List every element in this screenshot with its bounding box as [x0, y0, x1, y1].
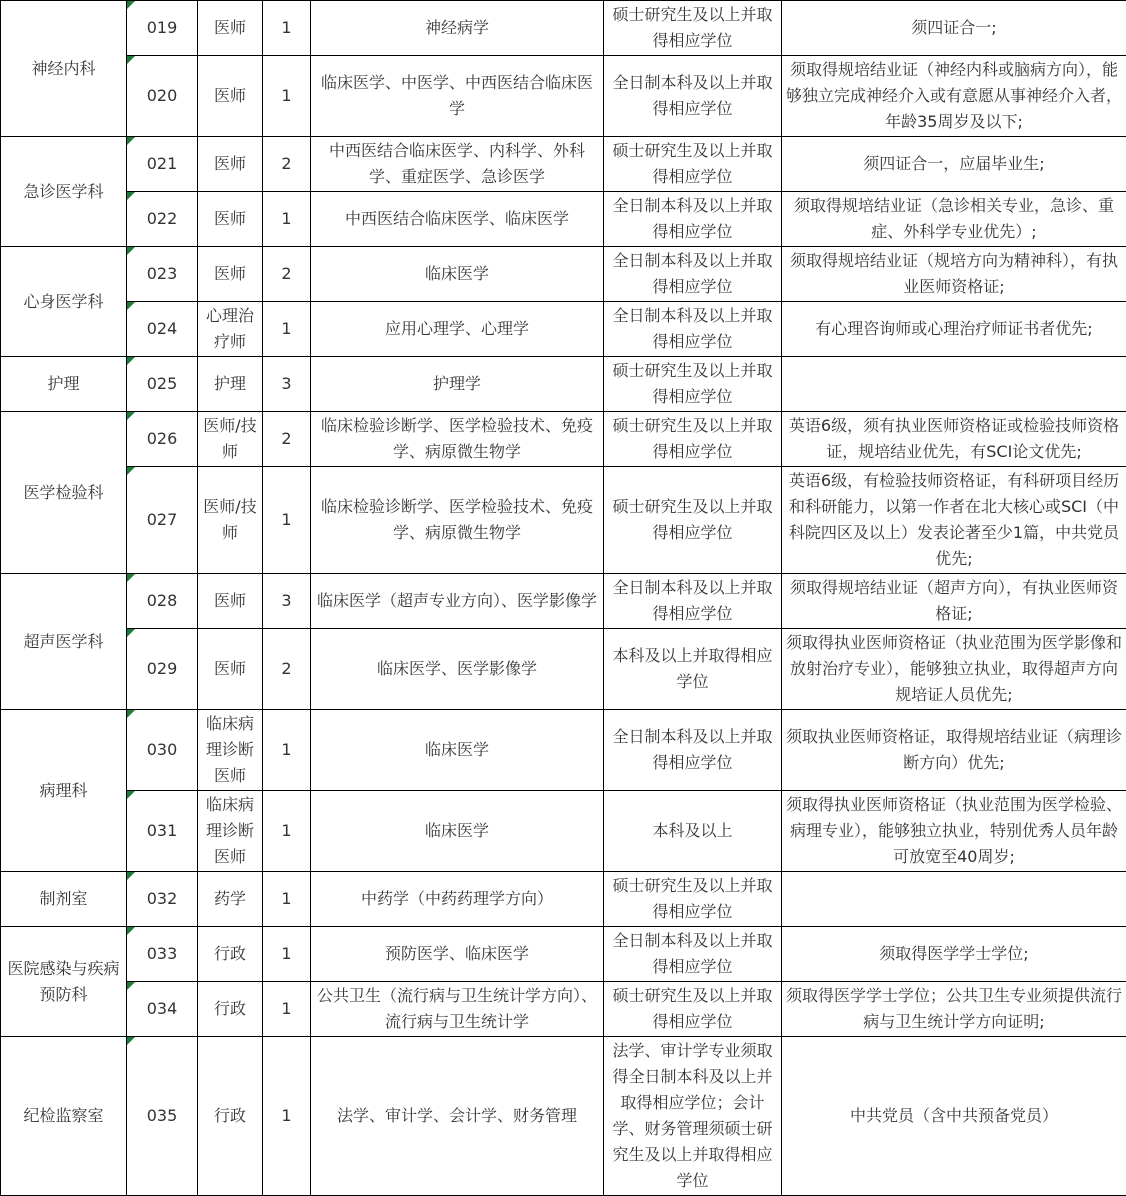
excel-error-triangle-icon — [127, 982, 135, 990]
cell-headcount: 1 — [263, 192, 311, 247]
cell-headcount: 1 — [263, 927, 311, 982]
cell-position-title: 护理 — [198, 357, 263, 412]
excel-error-triangle-icon — [127, 357, 135, 365]
table-row — [1, 302, 1126, 357]
table-row — [1, 872, 1126, 927]
cell-other-requirements: 须取得执业医师资格证（执业范围为医学检验、病理专业），能够独立执业，特别优秀人员年龄可放宽至40周岁; — [782, 791, 1126, 872]
cell-education-requirement: 法学、审计学专业须取得全日制本科及以上并取得相应学位；会计学、财务管理须硕士研究生及以上并取得相应学位 — [604, 1037, 782, 1196]
cell-education-requirement: 全日制本科及以上并取得相应学位 — [604, 710, 782, 791]
excel-error-triangle-icon — [127, 247, 135, 255]
cell-headcount: 1 — [263, 467, 311, 574]
position-code-text: 023 — [147, 264, 178, 283]
cell-position-code — [127, 247, 198, 302]
cell-headcount: 2 — [263, 137, 311, 192]
cell-other-requirements: 须取得执业医师资格证（执业范围为医学影像和放射治疗专业），能够独立执业，取得超声方向规培证人员优先; — [782, 629, 1126, 710]
cell-position-code — [127, 574, 198, 629]
table-row — [1, 137, 1126, 192]
cell-other-requirements: 须四证合一; — [782, 1, 1126, 56]
position-code-text: 029 — [147, 659, 178, 678]
cell-education-requirement: 硕士研究生及以上并取得相应学位 — [604, 467, 782, 574]
table-row — [1, 357, 1126, 412]
excel-error-triangle-icon — [127, 710, 135, 718]
excel-error-triangle-icon — [127, 1037, 135, 1045]
cell-position-title: 医师/技师 — [198, 412, 263, 467]
cell-headcount: 2 — [263, 247, 311, 302]
cell-education-requirement: 硕士研究生及以上并取得相应学位 — [604, 412, 782, 467]
table-row — [1, 791, 1126, 872]
cell-major: 中药学（中药药理学方向） — [311, 872, 604, 927]
position-code-text: 033 — [147, 944, 178, 963]
position-code-text: 020 — [147, 86, 178, 105]
position-code-text: 026 — [147, 429, 178, 448]
position-code-text: 031 — [147, 821, 178, 840]
cell-major: 法学、审计学、会计学、财务管理 — [311, 1037, 604, 1196]
cell-headcount: 3 — [263, 574, 311, 629]
cell-major: 临床医学（超声专业方向）、医学影像学 — [311, 574, 604, 629]
cell-position-title: 医师 — [198, 247, 263, 302]
position-code-text: 022 — [147, 209, 178, 228]
cell-other-requirements: 须取得医学学士学位; — [782, 927, 1126, 982]
cell-other-requirements: 须取执业医师资格证，取得规培结业证（病理诊断方向）优先; — [782, 710, 1126, 791]
cell-position-title: 医师 — [198, 629, 263, 710]
cell-other-requirements: 英语6级，有检验技师资格证，有科研项目经历和科研能力，以第一作者在北大核心或SCI（中科院四区及以上）发表论著至少1篇，中共党员优先; — [782, 467, 1126, 574]
excel-error-triangle-icon — [127, 629, 135, 637]
cell-major: 临床检验诊断学、医学检验技术、免疫学、病原微生物学 — [311, 467, 604, 574]
cell-education-requirement: 硕士研究生及以上并取得相应学位 — [604, 982, 782, 1037]
position-code-text: 035 — [147, 1106, 178, 1125]
position-code-text: 021 — [147, 154, 178, 173]
cell-position-title: 临床病理诊断医师 — [198, 710, 263, 791]
cell-position-title: 医师 — [198, 574, 263, 629]
cell-major: 临床医学 — [311, 710, 604, 791]
cell-education-requirement: 硕士研究生及以上并取得相应学位 — [604, 137, 782, 192]
excel-error-triangle-icon — [127, 192, 135, 200]
excel-error-triangle-icon — [127, 927, 135, 935]
cell-other-requirements — [782, 872, 1126, 927]
cell-position-title: 心理治疗师 — [198, 302, 263, 357]
cell-position-code — [127, 927, 198, 982]
cell-department: 纪检监察室 — [1, 1037, 127, 1196]
table-row — [1, 629, 1126, 710]
excel-error-triangle-icon — [127, 872, 135, 880]
cell-headcount: 1 — [263, 56, 311, 137]
cell-other-requirements: 英语6级，须有执业医师资格证或检验技师资格证，规培结业优先，有SCI论文优先; — [782, 412, 1126, 467]
excel-error-triangle-icon — [127, 467, 135, 475]
cell-other-requirements: 有心理咨询师或心理治疗师证书者优先; — [782, 302, 1126, 357]
cell-major: 临床医学、中医学、中西医结合临床医学 — [311, 56, 604, 137]
cell-headcount: 1 — [263, 1037, 311, 1196]
cell-position-code — [127, 982, 198, 1037]
cell-major: 临床医学、医学影像学 — [311, 629, 604, 710]
cell-position-code — [127, 872, 198, 927]
cell-other-requirements: 须取得规培结业证（急诊相关专业，急诊、重症、外科学专业优先）; — [782, 192, 1126, 247]
cell-major: 预防医学、临床医学 — [311, 927, 604, 982]
excel-error-triangle-icon — [127, 791, 135, 799]
cell-other-requirements: 须取得规培结业证（超声方向），有执业医师资格证; — [782, 574, 1126, 629]
cell-department: 制剂室 — [1, 872, 127, 927]
cell-major: 临床医学 — [311, 247, 604, 302]
excel-error-triangle-icon — [127, 137, 135, 145]
cell-major: 临床检验诊断学、医学检验技术、免疫学、病原微生物学 — [311, 412, 604, 467]
cell-headcount: 1 — [263, 302, 311, 357]
cell-major: 公共卫生（流行病与卫生统计学方向）、流行病与卫生统计学 — [311, 982, 604, 1037]
cell-position-code — [127, 192, 198, 247]
cell-position-code — [127, 412, 198, 467]
table-row — [1, 1, 1126, 56]
cell-education-requirement: 全日制本科及以上并取得相应学位 — [604, 192, 782, 247]
cell-department: 急诊医学科 — [1, 137, 127, 247]
cell-other-requirements: 须取得规培结业证（规培方向为精神科），有执业医师资格证; — [782, 247, 1126, 302]
table-body — [1, 1, 1126, 1196]
cell-position-title: 行政 — [198, 927, 263, 982]
cell-position-title: 医师/技师 — [198, 467, 263, 574]
cell-education-requirement: 全日制本科及以上并取得相应学位 — [604, 927, 782, 982]
cell-department: 心身医学科 — [1, 247, 127, 357]
position-code-text: 019 — [147, 18, 178, 37]
cell-major: 神经病学 — [311, 1, 604, 56]
table-row — [1, 192, 1126, 247]
table-row — [1, 412, 1126, 467]
cell-other-requirements: 中共党员（含中共预备党员） — [782, 1037, 1126, 1196]
cell-position-code — [127, 302, 198, 357]
cell-department: 护理 — [1, 357, 127, 412]
cell-other-requirements: 须四证合一，应届毕业生; — [782, 137, 1126, 192]
excel-error-triangle-icon — [127, 302, 135, 310]
position-code-text: 030 — [147, 740, 178, 759]
cell-position-code — [127, 467, 198, 574]
cell-department: 超声医学科 — [1, 574, 127, 710]
cell-department: 医学检验科 — [1, 412, 127, 574]
table-row — [1, 710, 1126, 791]
cell-headcount: 1 — [263, 982, 311, 1037]
table-row — [1, 467, 1126, 574]
excel-error-triangle-icon — [127, 412, 135, 420]
position-code-text: 028 — [147, 591, 178, 610]
cell-department: 病理科 — [1, 710, 127, 872]
cell-other-requirements: 须取得规培结业证（神经内科或脑病方向），能够独立完成神经介入或有意愿从事神经介入者，年龄35周岁及以下; — [782, 56, 1126, 137]
cell-department: 医院感染与疾病预防科 — [1, 927, 127, 1037]
table-row — [1, 927, 1126, 982]
cell-education-requirement: 全日制本科及以上并取得相应学位 — [604, 574, 782, 629]
cell-major: 临床医学 — [311, 791, 604, 872]
cell-education-requirement: 全日制本科及以上并取得相应学位 — [604, 56, 782, 137]
position-code-text: 027 — [147, 510, 178, 529]
table-row — [1, 247, 1126, 302]
cell-position-code — [127, 791, 198, 872]
cell-position-title: 临床病理诊断医师 — [198, 791, 263, 872]
cell-headcount: 3 — [263, 357, 311, 412]
cell-position-title: 医师 — [198, 56, 263, 137]
cell-position-title: 药学 — [198, 872, 263, 927]
cell-headcount: 1 — [263, 791, 311, 872]
table-row — [1, 574, 1126, 629]
cell-major: 中西医结合临床医学、临床医学 — [311, 192, 604, 247]
cell-education-requirement: 全日制本科及以上并取得相应学位 — [604, 302, 782, 357]
cell-other-requirements: 须取得医学学士学位；公共卫生专业须提供流行病与卫生统计学方向证明; — [782, 982, 1126, 1037]
excel-error-triangle-icon — [127, 574, 135, 582]
cell-position-title: 医师 — [198, 192, 263, 247]
cell-position-title: 行政 — [198, 1037, 263, 1196]
cell-position-code — [127, 1, 198, 56]
cell-position-code — [127, 56, 198, 137]
position-code-text: 034 — [147, 999, 178, 1018]
cell-other-requirements — [782, 357, 1126, 412]
cell-position-code — [127, 710, 198, 791]
cell-headcount: 1 — [263, 710, 311, 791]
cell-education-requirement: 硕士研究生及以上并取得相应学位 — [604, 1, 782, 56]
position-code-text: 025 — [147, 374, 178, 393]
cell-education-requirement: 本科及以上并取得相应学位 — [604, 629, 782, 710]
cell-education-requirement: 全日制本科及以上并取得相应学位 — [604, 247, 782, 302]
cell-position-code — [127, 357, 198, 412]
cell-education-requirement: 硕士研究生及以上并取得相应学位 — [604, 872, 782, 927]
cell-position-title: 行政 — [198, 982, 263, 1037]
cell-headcount: 1 — [263, 872, 311, 927]
cell-position-code — [127, 137, 198, 192]
table-row — [1, 56, 1126, 137]
cell-department: 神经内科 — [1, 1, 127, 137]
cell-headcount: 1 — [263, 1, 311, 56]
position-code-text: 024 — [147, 319, 178, 338]
cell-position-title: 医师 — [198, 137, 263, 192]
cell-education-requirement: 硕士研究生及以上并取得相应学位 — [604, 357, 782, 412]
cell-major: 中西医结合临床医学、内科学、外科学、重症医学、急诊医学 — [311, 137, 604, 192]
position-code-text: 032 — [147, 889, 178, 908]
cell-education-requirement: 本科及以上 — [604, 791, 782, 872]
excel-error-triangle-icon — [127, 56, 135, 64]
cell-headcount: 2 — [263, 412, 311, 467]
cell-major: 护理学 — [311, 357, 604, 412]
cell-position-code — [127, 629, 198, 710]
cell-headcount: 2 — [263, 629, 311, 710]
cell-position-title: 医师 — [198, 1, 263, 56]
table-row — [1, 982, 1126, 1037]
cell-major: 应用心理学、心理学 — [311, 302, 604, 357]
excel-error-triangle-icon — [127, 1, 135, 9]
